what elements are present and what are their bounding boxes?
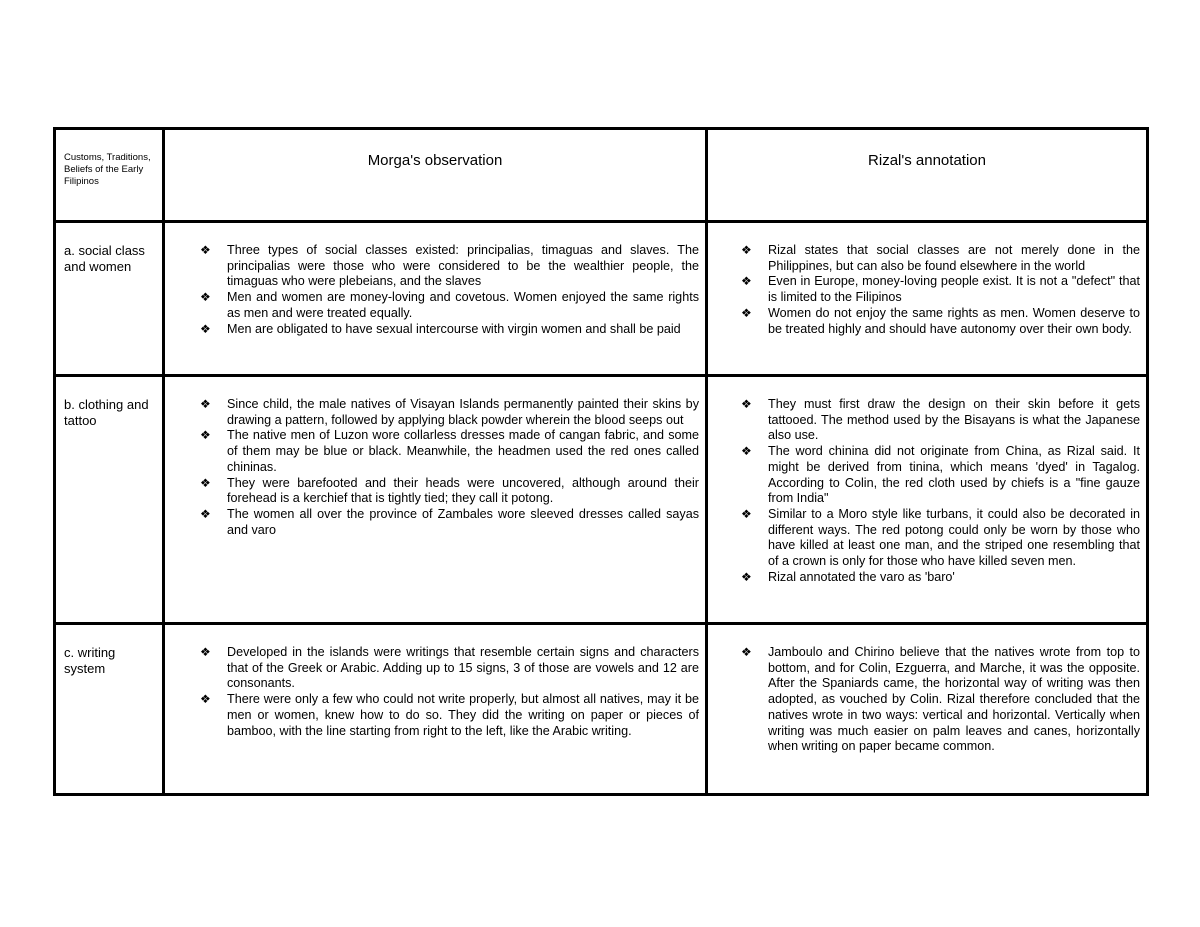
list-item — [200, 428, 699, 475]
list-item — [741, 645, 1140, 755]
diamond-bullet-icon: ❖ — [200, 692, 211, 707]
list-item — [200, 290, 699, 321]
diamond-bullet-icon: ❖ — [741, 397, 752, 411]
list-item-text: The native men of Luzon wore collarless dresses made of cangan fabric, and some of them may be blue or black. Meanwhile, the headmen used the red ones called chininas. — [227, 428, 699, 474]
list-item — [741, 506, 1140, 570]
diamond-bullet-icon: ❖ — [741, 274, 752, 289]
list-item — [200, 243, 699, 290]
list-item-text: Since child, the male natives of Visayan Islands permanently painted their skins by drawing a pattern, followed by applying black powder wherein the blood seeps out — [227, 397, 699, 427]
list-item — [741, 274, 1140, 305]
row-label-cell — [55, 376, 164, 624]
rizal-list — [708, 223, 1146, 337]
list-item — [741, 305, 1140, 337]
list-item-text: Rizal states that social classes are not merely done in the Philippines, but can also be found elsewhere in the world — [768, 243, 1140, 273]
diamond-bullet-icon: ❖ — [741, 444, 752, 459]
diamond-bullet-icon: ❖ — [200, 645, 211, 659]
list-item-text: Developed in the islands were writings that resemble certain signs and characters that of the Greek or Arabic. Adding up to 15 signs, 3 of those are vowels and 12 are consonants. — [227, 645, 699, 691]
diamond-bullet-icon: ❖ — [741, 305, 752, 320]
morga-cell — [164, 624, 707, 795]
list-item — [200, 321, 699, 338]
list-item — [741, 444, 1140, 507]
header-morga-cell — [164, 129, 707, 222]
diamond-bullet-icon: ❖ — [200, 290, 211, 305]
list-item — [200, 692, 699, 739]
list-item-text: Similar to a Moro style like turbans, it could also be decorated in different ways. The red potong could only be worn by those who have killed at least one man, and the striped one resembling that of a crown is only for those who have killed seven men. — [768, 506, 1140, 569]
header-row — [55, 129, 1148, 222]
table-row — [55, 222, 1148, 376]
list-item — [741, 397, 1140, 444]
row-label-cell — [55, 222, 164, 376]
list-item-text: They were barefooted and their heads were uncovered, although around their forehead is a kerchief that is tightly tied; they call it potong. — [227, 475, 699, 506]
row-label: a. social class and women — [64, 243, 145, 274]
diamond-bullet-icon: ❖ — [200, 506, 211, 521]
header-category-cell — [55, 129, 164, 222]
rizal-list — [708, 377, 1146, 585]
diamond-bullet-icon: ❖ — [200, 321, 211, 336]
list-item — [200, 475, 699, 507]
list-item — [200, 397, 699, 428]
list-item-text: Even in Europe, money-loving people exist. It is not a "defect" that is limited to the Filipinos — [768, 274, 1140, 305]
list-item-text: Rizal annotated the varo as 'baro' — [768, 569, 955, 584]
rizal-cell — [707, 624, 1148, 795]
list-item-text: The word chinina did not originate from China, as Rizal said. It might be derived from tinina, which means 'dyed' in Tagalog. According to Colin, the red cloth used by chiefs is a "fine gauze from India" — [768, 444, 1140, 506]
list-item — [741, 569, 1140, 586]
list-item-text: Three types of social classes existed: principalias, timaguas and slaves. The principalias were those who were considered to be the wealthier people, the timaguas who were plebeians, and the slaves — [227, 243, 699, 289]
header-rizal-cell — [707, 129, 1148, 222]
row-label: c. writing system — [64, 645, 116, 676]
header-category: Customs, Traditions, Beliefs of the Early Filipinos — [64, 152, 151, 187]
rizal-list — [708, 625, 1146, 755]
list-item-text: The women all over the province of Zambales wore sleeved dresses called sayas and varo — [227, 506, 699, 537]
rizal-cell — [707, 376, 1148, 624]
diamond-bullet-icon: ❖ — [741, 569, 752, 584]
list-item-text: They must first draw the design on their skin before it gets tattooed. The method used by the Bisayans is what the Japanese also use. — [768, 397, 1140, 443]
list-item-text: Jamboulo and Chirino believe that the natives wrote from top to bottom, and for Colin, Ezguerra, and Marche, it was the opposite. After the Spaniards came, the horizontal way of writing was then adopted, as vouched by Colin. Rizal therefore concluded that the natives wrote in two ways: vertical and horizontal. Vertically when writing was much easier on palm leaves and canes, horizontally when writing on paper became common. — [768, 645, 1140, 754]
comparison-table — [53, 127, 1149, 796]
diamond-bullet-icon: ❖ — [200, 397, 211, 411]
list-item-text: Men and women are money-loving and covetous. Women enjoyed the same rights as men and were treated equally. — [227, 290, 699, 320]
table-row — [55, 376, 1148, 624]
list-item — [200, 645, 699, 692]
diamond-bullet-icon: ❖ — [741, 506, 752, 521]
header-rizal: Rizal's annotation — [868, 152, 986, 169]
row-label-cell — [55, 624, 164, 795]
diamond-bullet-icon: ❖ — [741, 243, 752, 257]
diamond-bullet-icon: ❖ — [741, 645, 752, 659]
morga-cell — [164, 222, 707, 376]
row-label: b. clothing and tattoo — [64, 397, 149, 428]
header-morga: Morga's observation — [367, 152, 503, 169]
morga-cell — [164, 376, 707, 624]
diamond-bullet-icon: ❖ — [200, 428, 211, 443]
diamond-bullet-icon: ❖ — [200, 243, 211, 257]
morga-list — [165, 377, 705, 538]
table-row — [55, 624, 1148, 795]
diamond-bullet-icon: ❖ — [200, 475, 211, 490]
list-item — [741, 243, 1140, 274]
list-item-text: There were only a few who could not write properly, but almost all natives, may it be men or women, knew how to do so. They did the writing on paper or pieces of bamboo, with the line starting from right to the left, like the Arabic writing. — [227, 692, 699, 738]
morga-list — [165, 223, 705, 337]
list-item-text: Men are obligated to have sexual intercourse with virgin women and shall be paid — [227, 321, 681, 336]
list-item — [200, 506, 699, 538]
morga-list — [165, 625, 705, 739]
rizal-cell — [707, 222, 1148, 376]
list-item-text: Women do not enjoy the same rights as men. Women deserve to be treated highly and should have autonomy over their own body. — [768, 305, 1140, 336]
